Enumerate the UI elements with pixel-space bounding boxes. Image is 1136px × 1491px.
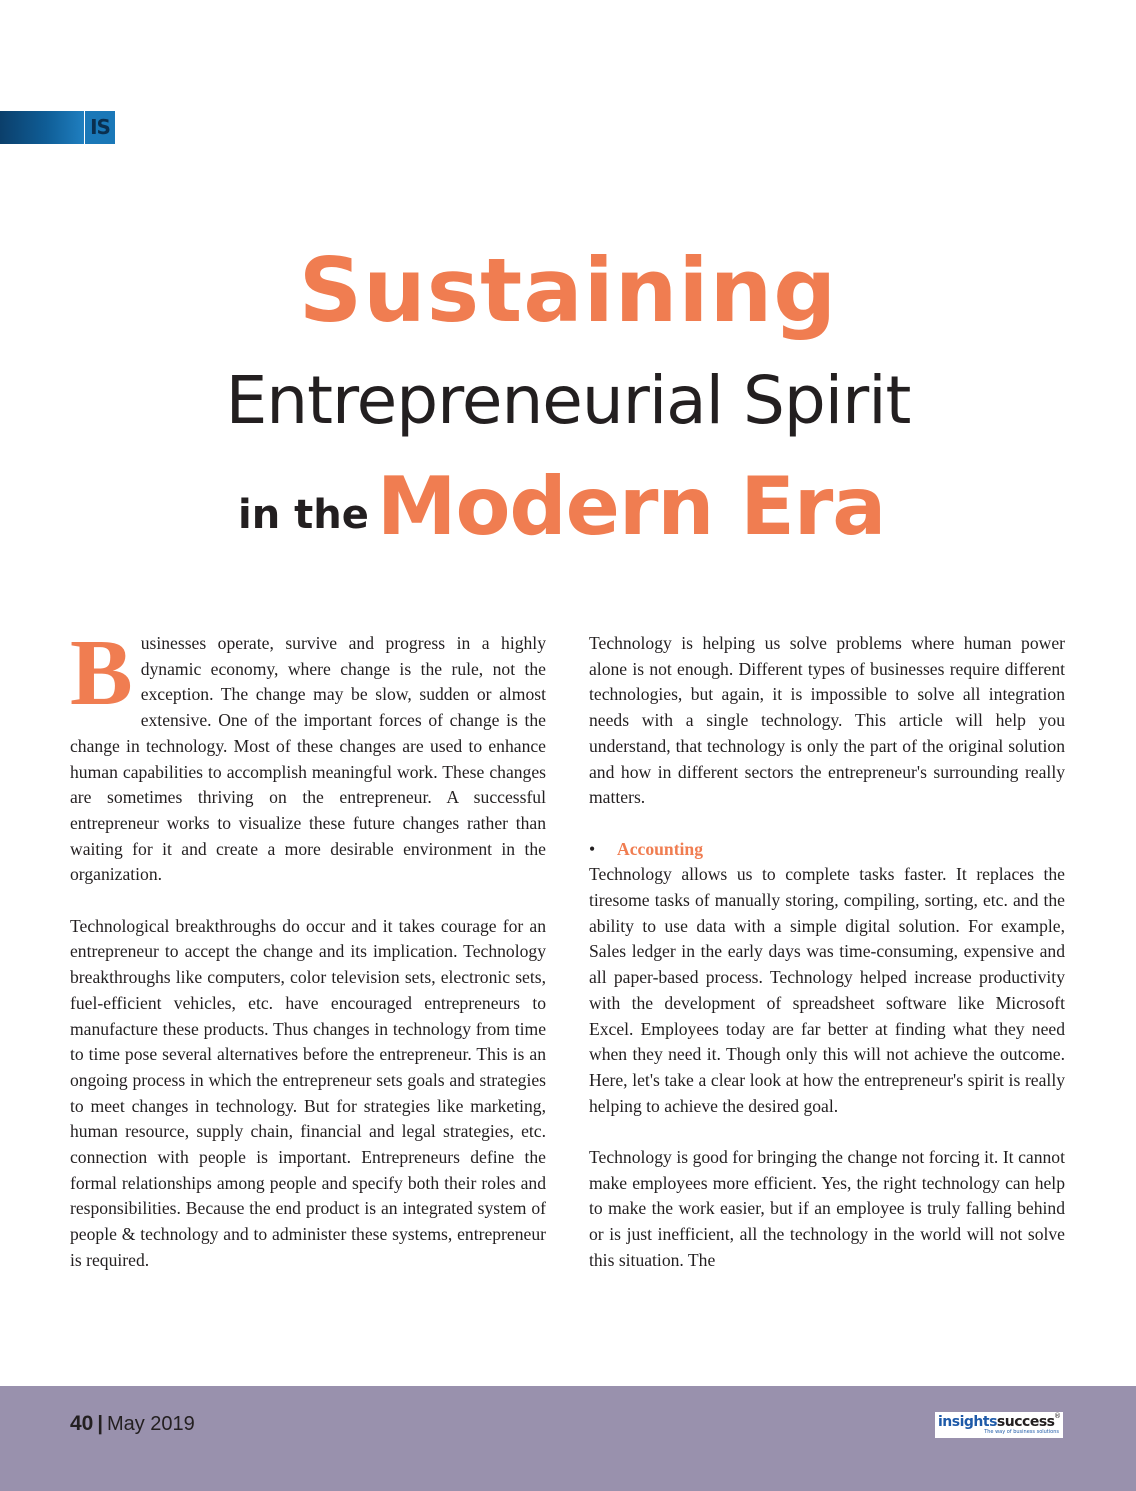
drop-cap: B [70, 621, 133, 725]
left-paragraph-2: Technological breakthroughs do occur and it takes courage for an entrepreneur to accept the change and its implication. Technology breakthroughs like computers, color television sets, electronic sets, fuel-efficient vehicles, etc. have encouraged entrepreneurs to manufacture these products. Thus changes in technology from time to time pose several alternatives before the entrepreneur. This is an ongoing process in which the entrepreneur sets goals and strategies to meet changes in technology. But for strategies like marketing, human resource, supply chain, financial and legal strategies, etc. connection with people is important. Entrepreneurs define the formal relationships among people and specify both their roles and responsibilities. Because the end product is an integrated system of people & technology and to administer these systems, entrepreneur is required. [70, 915, 546, 1270]
magazine-logo-mark: IS [85, 111, 115, 144]
logo-tagline: The way of business solutions [984, 1429, 1059, 1435]
right-paragraph-3: Technology is good for bringing the change not forcing it. It cannot make employees more efficient. Yes, the right technology can help to make the work easier, but if an employee is truly falling behind or is just inefficient, all the technology in the world will not solve this situation. The [589, 1147, 1065, 1270]
logo-wordmark [938, 1414, 1054, 1430]
left-paragraph-1 [70, 621, 546, 888]
title-line-1: Sustaining [298, 239, 838, 342]
title-line-3 [238, 460, 885, 553]
bullet-icon: • [589, 838, 596, 859]
left-column [70, 621, 546, 1299]
logo-part-1: insights [938, 1414, 997, 1430]
right-paragraph-2: Technology allows us to complete tasks faster. It replaces the tiresome tasks of manually storing, compiling, sorting, etc. and the ability to use data with a simple digital solution. For example, Sales ledger in the early days was time-consuming, expensive and all paper-based process. Technology helped increase productivity with the development of spreadsheet software like Microsoft Excel. Employees today are far better at finding what they need when they need it. Though only this will not achieve the outcome. Here, let's take a clear look at how the entrepreneur's spirit is really helping to achieve the desired goal. [589, 864, 1065, 1116]
right-column [589, 631, 1065, 1299]
page-number: 40 [70, 1412, 94, 1435]
footer-page-info [70, 1412, 195, 1436]
footer-separator: | [97, 1413, 103, 1435]
logo-part-2: success [996, 1414, 1055, 1430]
title-line-3-big: Modern Era [376, 460, 886, 553]
section-heading-label: Accounting [617, 838, 704, 859]
header-accent-bar [0, 111, 84, 144]
title-line-2: Entrepreneurial Spirit [225, 362, 911, 439]
left-paragraph-1-text: usinesses operate, survive and progress in a highly dynamic economy, where change is the rule, not the exception. The change may be slow, sudden or almost extensive. One of the important forces of change is the change in technology. Most of these changes are used to enhance human capabilities to accomplish meaningful work. These changes are sometimes thriving on the entrepreneur. A successful entrepreneur works to visualize these future changes rather than waiting for it and create a more desirable environment in the organization. [70, 633, 546, 885]
publisher-logo [935, 1412, 1063, 1438]
right-paragraph-1: Technology is helping us solve problems where human power alone is not enough. Different types of businesses require different technologies, but again, it is impossible to solve all integration needs with a single technology. This article will help you understand, that technology is only the part of the original solution and how in different sectors the entrepreneur's surrounding really matters. [589, 633, 1065, 808]
issue-date: May 2019 [106, 1413, 195, 1435]
registered-mark: ® [1054, 1412, 1061, 1420]
page-footer [0, 1386, 1136, 1491]
section-heading-accounting [589, 837, 1065, 863]
title-line-3-small: in the [238, 492, 369, 538]
